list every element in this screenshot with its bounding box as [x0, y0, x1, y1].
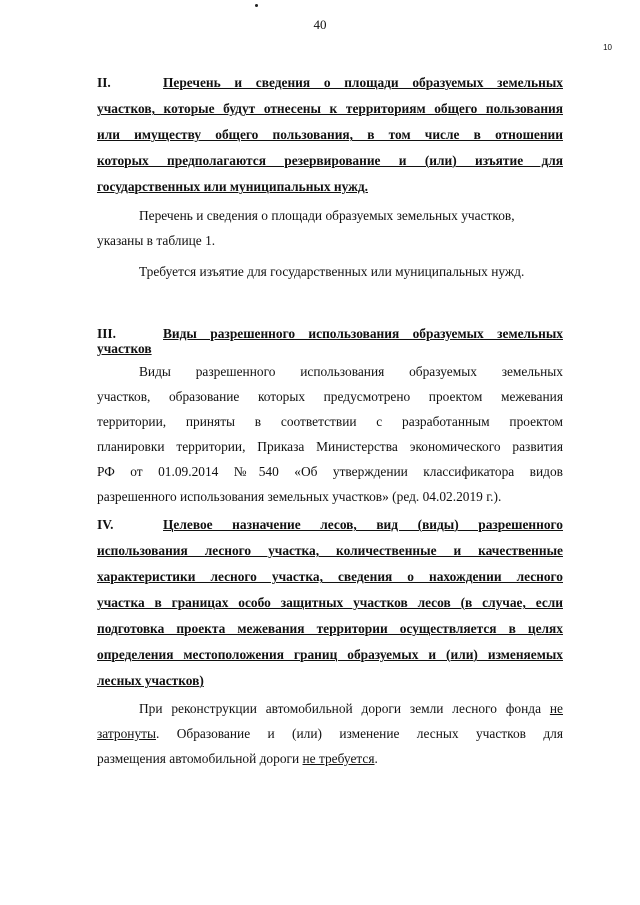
scan-speck [255, 4, 258, 7]
heading-text: участков, которые будут отнесены к территориям общего пользования [97, 101, 563, 116]
heading-text: Целевое назначение лесов, вид (виды) разрешенного [163, 517, 563, 532]
paragraph-text: При реконструкции автомобильной дороги земли лесного фонда [139, 701, 550, 716]
heading-text: характеристики лесного участка, сведения о нахождении лесного [97, 569, 563, 584]
section-4-paragraph [97, 696, 563, 771]
section-number: III. [97, 326, 116, 341]
heading-line [97, 642, 563, 668]
heading-line [97, 341, 563, 356]
paragraph-line: участков, образование которых предусмотрено проектом межевания [97, 389, 563, 404]
paragraph-text: . [374, 751, 378, 766]
heading-line [97, 616, 563, 642]
section-2-paragraph-2 [97, 259, 563, 284]
corner-number: 10 [603, 43, 612, 52]
paragraph-text: размещения автомобильной дороги [97, 751, 303, 766]
heading-line [97, 174, 563, 200]
heading-text: или имуществу общего пользования, в том числе в отношении [97, 127, 563, 142]
paragraph-line: Перечень и сведения о площади образуемых земельных участков, [139, 208, 515, 223]
paragraph-line [97, 721, 563, 746]
paragraph-line: Виды разрешенного использования образуемых земельных [139, 364, 563, 379]
heading-text: участков [97, 341, 152, 356]
heading-line [97, 70, 563, 96]
paragraph-line: разрешенного использования земельных участков» (ред. 04.02.2019 г.). [97, 489, 502, 504]
paragraph-line: РФ от 01.09.2014 №540 «Об утверждении классификатора видов [97, 464, 563, 479]
section-4-heading [97, 512, 563, 694]
page-number: 40 [313, 17, 327, 32]
paragraph-line [97, 696, 563, 721]
heading-line [97, 668, 563, 694]
underlined-text: затронуты [97, 726, 157, 741]
paragraph-line: указаны в таблице 1. [97, 233, 216, 248]
heading-line [97, 512, 563, 538]
section-3-heading [97, 326, 563, 356]
heading-text: участка в границах особо защитных участков лесов (в случае, если [97, 595, 563, 610]
heading-text: Виды разрешенного использования образуемых земельных [163, 326, 563, 341]
paragraph-line: планировки территории, Приказа Министерства экономического развития [97, 439, 563, 454]
heading-line [97, 122, 563, 148]
heading-text: лесных участков) [97, 673, 204, 688]
section-number: IV. [97, 517, 114, 532]
underlined-text: не требуется [302, 751, 375, 766]
heading-line [97, 564, 563, 590]
paragraph-text: . Образование и (или) изменение лесных участков для [156, 726, 563, 741]
heading-text: использования лесного участка, количественные и качественные [97, 543, 563, 558]
heading-line [97, 590, 563, 616]
paragraph-line [97, 746, 563, 771]
section-3-paragraph [97, 359, 563, 509]
heading-text: Перечень и сведения о площади образуемых земельных [163, 75, 563, 90]
heading-line [97, 538, 563, 564]
heading-text: определения местоположения границ образуемых и (или) изменяемых [97, 647, 563, 662]
underlined-text: не [549, 701, 563, 716]
paragraph-line: Требуется изъятие для государственных или муниципальных нужд. [139, 264, 525, 279]
heading-text: подготовка проекта межевания территории осуществляется в целях [97, 621, 563, 636]
section-2-paragraph-1 [97, 203, 563, 253]
heading-line [97, 96, 563, 122]
heading-line [97, 148, 563, 174]
paragraph-line: территории, приняты в соответствии с разработанным проектом [97, 414, 563, 429]
heading-text: которых предполагаются резервирование и (или) изъятие для [97, 153, 563, 168]
heading-text: государственных или муниципальных нужд. [97, 179, 368, 194]
heading-line [97, 326, 563, 341]
section-number: II. [97, 75, 111, 90]
section-2-heading [97, 70, 563, 200]
